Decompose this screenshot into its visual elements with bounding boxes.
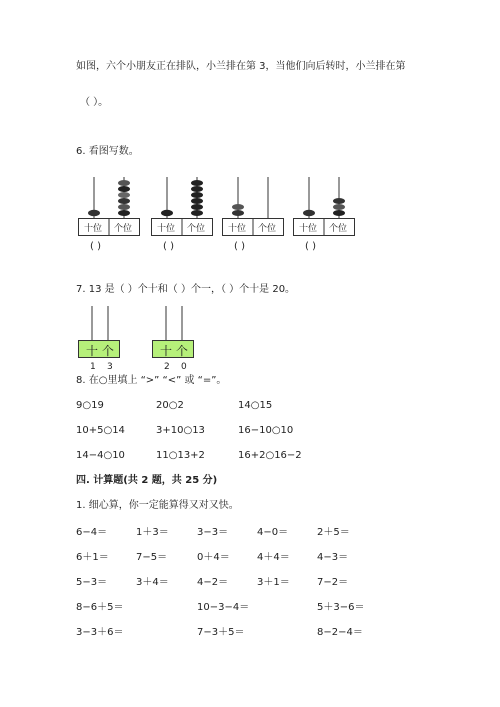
calc-item: 6＋1＝	[76, 552, 109, 563]
ones-label: 个位	[258, 224, 277, 234]
calc-item: 5−3＝	[76, 577, 108, 588]
calc-item: 7−3＋5＝	[197, 627, 245, 638]
ones-label: 个位	[329, 224, 348, 234]
q5-answer-blank: （ ）。	[80, 97, 109, 108]
calc-item: 10−3−4＝	[197, 602, 250, 613]
tens-label: 十位	[299, 224, 318, 234]
compare-item: 14−4○10	[76, 450, 125, 461]
abacus-3	[222, 175, 284, 237]
tens-label: 十位	[157, 224, 176, 234]
tens-label: 十位	[84, 224, 103, 234]
abacus-3-answer: ( )	[234, 241, 245, 252]
calc-item: 4＋4＝	[257, 552, 290, 563]
calc-item: 8−2−4＝	[317, 627, 363, 638]
calc-item: 5＋3−6＝	[317, 602, 365, 613]
calc-item: 1＋3＝	[136, 527, 169, 538]
calc-item: 4−2＝	[197, 577, 229, 588]
q8-title: 8. 在○里填上 “>” “<” 或 “=”。	[76, 375, 227, 386]
abacus-2	[151, 175, 213, 237]
compare-item: 11○13+2	[156, 450, 205, 461]
q6-title: 6. 看图写数。	[76, 146, 139, 157]
calc-item: 4−0＝	[257, 527, 289, 538]
calc-item: 3＋4＝	[136, 577, 169, 588]
compare-item: 20○2	[156, 400, 184, 411]
compare-item: 16−10○10	[238, 425, 294, 436]
counter-1-ones: 3	[107, 362, 113, 372]
counter-label: 十 个	[160, 344, 188, 358]
q7-text: 7. 13 是（ ）个十和（ ）个一，（ ）个十是 20。	[76, 284, 296, 295]
q5-line1: 如图，六个小朋友正在排队，小兰排在第 3，当他们向后转时，小兰排在第	[76, 61, 406, 72]
abacus-1	[78, 175, 140, 237]
calc-item: 7−2＝	[317, 577, 349, 588]
calc-item: 0＋4＝	[197, 552, 230, 563]
counter-2-ones: 0	[181, 362, 187, 372]
counter-2-tens: 2	[164, 362, 170, 372]
abacus-2-answer: ( )	[163, 241, 174, 252]
calc-item: 3−3＝	[197, 527, 229, 538]
compare-item: 14○15	[238, 400, 273, 411]
abacus-1-answer: ( )	[90, 241, 101, 252]
ones-label: 个位	[114, 224, 133, 234]
ones-label: 个位	[187, 224, 206, 234]
calc-item: 6−4＝	[76, 527, 108, 538]
calc-title: 1. 细心算，你一定能算得又对又快。	[76, 500, 239, 511]
calc-item: 4−3＝	[317, 552, 349, 563]
compare-item: 10+5○14	[76, 425, 125, 436]
tens-label: 十位	[228, 224, 247, 234]
calc-item: 8−6＋5＝	[76, 602, 124, 613]
compare-item: 16+2○16−2	[238, 450, 302, 461]
calc-item: 7−5＝	[136, 552, 168, 563]
calc-item: 3−3＋6＝	[76, 627, 124, 638]
compare-item: 3+10○13	[156, 425, 205, 436]
abacus-4	[293, 175, 355, 237]
counter-1	[78, 305, 120, 362]
calc-item: 3＋1＝	[257, 577, 290, 588]
section-4-title: 四. 计算题(共 2 题，共 25 分)	[76, 475, 218, 486]
counter-2	[152, 305, 194, 362]
compare-item: 9○19	[76, 400, 104, 411]
counter-label: 十 个	[86, 344, 114, 358]
calc-item: 2＋5＝	[317, 527, 350, 538]
abacus-4-answer: ( )	[305, 241, 316, 252]
counter-1-tens: 1	[90, 362, 96, 372]
